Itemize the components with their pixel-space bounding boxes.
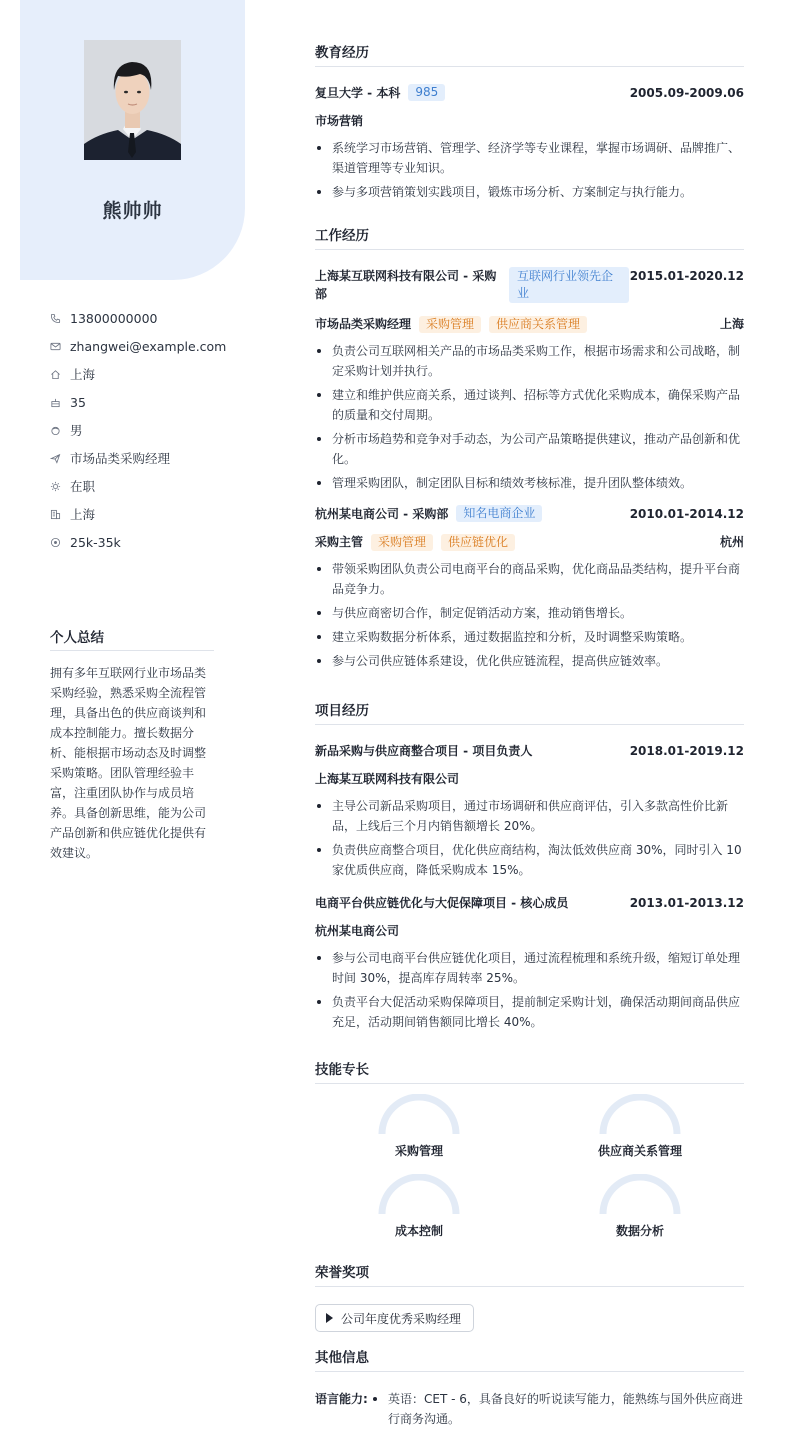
list-item: 系统学习市场营销、管理学、经济学等专业课程，掌握市场调研、品牌推广、渠道管理等专业知识。	[315, 138, 744, 178]
list-item: 参与多项营销策划实践项目，锻炼市场分析、方案制定与执行能力。	[315, 182, 744, 202]
education-section	[315, 41, 744, 206]
project-name: 新品采购与供应商整合项目 - 项目负责人	[315, 744, 533, 758]
language-label: 语言能力:	[315, 1392, 368, 1406]
skill-tag: 采购管理	[419, 316, 481, 333]
gauge-arc-icon	[598, 1094, 682, 1136]
job-date: 2015.01-2020.12	[629, 269, 744, 283]
school-name: 复旦大学 - 本科	[315, 86, 401, 100]
contact-email: zhangwei@example.com	[50, 332, 240, 360]
job-role-row	[315, 315, 744, 333]
education-date: 2005.09-2009.06	[629, 86, 744, 100]
skill-gauge	[359, 1174, 479, 1239]
project-header	[315, 742, 744, 760]
avatar	[84, 40, 181, 160]
list-item: 管理采购团队，制定团队目标和绩效考核标准，提升团队整体绩效。	[315, 473, 744, 493]
project-date: 2018.01-2019.12	[629, 744, 744, 758]
age-icon	[50, 395, 70, 409]
language-list	[371, 1389, 744, 1429]
sidebar	[20, 0, 245, 1430]
list-item: 参与公司供应链体系建设，优化供应链流程，提高供应链效率。	[315, 651, 744, 671]
list-item: 建立采购数据分析体系，通过数据监控和分析，及时调整采购策略。	[315, 627, 744, 647]
summary-text: 拥有多年互联网行业市场品类采购经验，熟悉采购全流程管理，具备出色的供应商谈判和成本控制能力。擅长数据分析、能根据市场动态及时调整采购策略。团队管理经验丰富，注重团队协作与成员培养。具备创新思维，能为公司产品创新和供应链优化提供有效建议。	[50, 666, 207, 860]
project-header	[315, 894, 744, 912]
contact-salary: 25k-35k	[50, 528, 240, 556]
contact-phone: 13800000000	[50, 304, 240, 332]
company-tag: 互联网行业领先企业	[509, 267, 629, 303]
play-triangle-icon	[326, 1313, 333, 1323]
list-item: 主导公司新品采购项目，通过市场调研和供应商评估，引入多款高性价比新品，上线后三个月内销售额增长 20%。	[315, 796, 744, 836]
send-icon	[50, 451, 70, 465]
phone-icon	[50, 311, 70, 325]
job-date: 2010.01-2014.12	[629, 507, 744, 521]
skills-section	[315, 1058, 744, 1084]
company-name: 上海某互联网科技有限公司 - 采购部	[315, 269, 497, 301]
project-org: 杭州某电商公司	[315, 924, 400, 938]
company-name: 杭州某电商公司 - 采购部	[315, 507, 449, 521]
award-item[interactable]: 公司年度优秀采购经理	[315, 1304, 474, 1332]
education-header	[315, 84, 744, 102]
home-icon	[50, 367, 70, 381]
list-item: 分析市场趋势和竞争对手动态，为公司产品策略提供建议，推动产品创新和优化。	[315, 429, 744, 469]
job-city: 上海	[719, 317, 744, 331]
building-icon	[50, 507, 70, 521]
job-bullets	[315, 341, 744, 493]
job-role-row	[315, 533, 744, 551]
job-header	[315, 267, 744, 303]
project-bullets	[315, 948, 744, 1032]
job-bullets	[315, 559, 744, 671]
education-bullets	[315, 138, 744, 202]
contact-age: 35	[50, 388, 240, 416]
projects-section	[315, 699, 744, 1036]
skills-title: 技能专长	[315, 1058, 744, 1084]
salary-icon	[50, 535, 70, 549]
skill-gauge	[580, 1094, 700, 1159]
skill-tag: 供应链优化	[441, 534, 515, 551]
job-role: 采购主管	[315, 535, 364, 549]
list-item: 与供应商密切合作，制定促销活动方案，推动销售增长。	[315, 603, 744, 623]
other-section	[315, 1346, 744, 1429]
school-tag: 985	[408, 84, 445, 101]
project-org: 上海某互联网科技有限公司	[315, 772, 460, 786]
summary-title: 个人总结	[50, 626, 214, 651]
summary-section	[50, 626, 214, 863]
list-item: 参与公司电商平台供应链优化项目，通过流程梳理和系统升级，缩短订单处理时间 30%，提高库存周转率 25%。	[315, 948, 744, 988]
project-bullets	[315, 796, 744, 880]
awards-section	[315, 1261, 744, 1332]
skill-gauge	[359, 1094, 479, 1159]
skill-label: 数据分析	[615, 1224, 664, 1238]
status-icon	[50, 479, 70, 493]
person-name: 熊帅帅	[102, 200, 163, 222]
job-header	[315, 505, 744, 523]
contact-city: 上海	[50, 500, 240, 528]
list-item: 负责供应商整合项目，优化供应商结构，淘汰低效供应商 30%，同时引入 10 家优质供应商，降低采购成本 15%。	[315, 840, 744, 880]
other-title: 其他信息	[315, 1346, 744, 1372]
gauge-arc-icon	[598, 1174, 682, 1216]
list-item: 建立和维护供应商关系，通过谈判、招标等方式优化采购成本，确保采购产品的质量和交付周期。	[315, 385, 744, 425]
job-city: 杭州	[719, 535, 744, 549]
list-item: 英语：CET - 6，具备良好的听说读写能力，能熟练与国外供应商进行商务沟通。	[371, 1389, 744, 1429]
contact-location: 上海	[50, 360, 240, 388]
skill-label: 采购管理	[394, 1144, 443, 1158]
skill-tag: 供应商关系管理	[489, 316, 587, 333]
contact-status: 在职	[50, 472, 240, 500]
education-title: 教育经历	[315, 41, 744, 67]
language-row	[315, 1389, 744, 1429]
work-section	[315, 224, 744, 675]
education-major: 市场营销	[315, 114, 364, 128]
skill-tag: 采购管理	[371, 534, 433, 551]
company-tag: 知名电商企业	[456, 505, 542, 522]
awards-title: 荣誉奖项	[315, 1261, 744, 1287]
contact-gender: 男	[50, 416, 240, 444]
project-name: 电商平台供应链优化与大促保障项目 - 核心成员	[315, 896, 569, 910]
gauge-arc-icon	[377, 1094, 461, 1136]
project-date: 2013.01-2013.12	[629, 896, 744, 910]
skill-label: 成本控制	[394, 1224, 443, 1238]
projects-title: 项目经历	[315, 699, 744, 725]
contact-list	[50, 304, 240, 556]
gauge-arc-icon	[377, 1174, 461, 1216]
profile-card	[20, 0, 245, 280]
list-item: 负责公司互联网相关产品的市场品类采购工作，根据市场需求和公司战略，制定采购计划并执行。	[315, 341, 744, 381]
list-item: 负责平台大促活动采购保障项目，提前制定采购计划，确保活动期间商品供应充足，活动期间销售额同比增长 40%。	[315, 992, 744, 1032]
list-item: 带领采购团队负责公司电商平台的商品采购，优化商品品类结构，提升平台商品竞争力。	[315, 559, 744, 599]
gender-icon	[50, 423, 70, 437]
work-title: 工作经历	[315, 224, 744, 250]
skill-gauge	[580, 1174, 700, 1239]
skill-label: 供应商关系管理	[597, 1144, 682, 1158]
mail-icon	[50, 339, 70, 353]
job-role: 市场品类采购经理	[315, 317, 412, 331]
contact-position: 市场品类采购经理	[50, 444, 240, 472]
